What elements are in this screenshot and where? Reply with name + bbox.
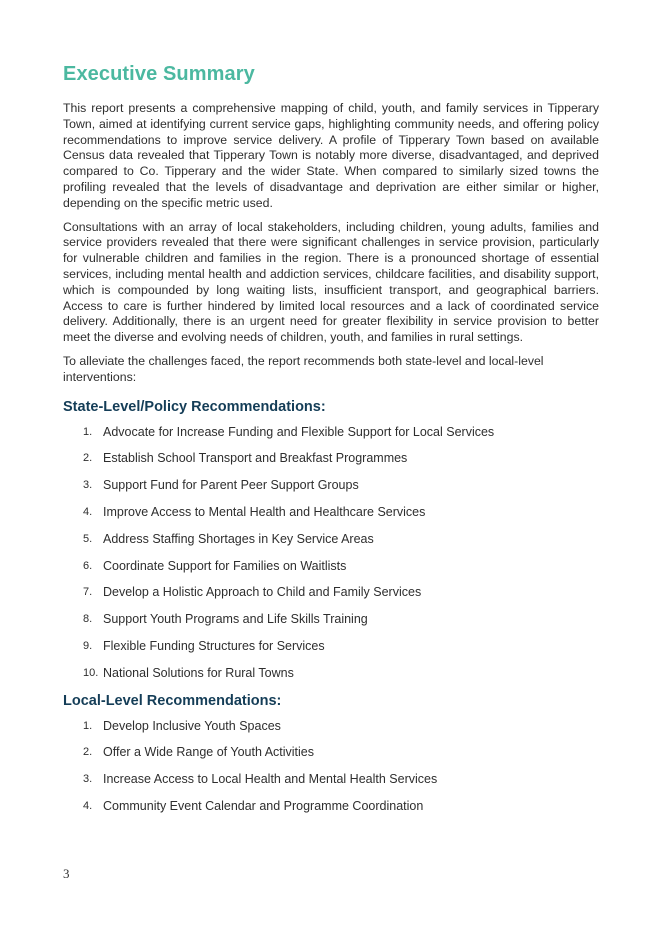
list-text: Develop Inclusive Youth Spaces [103, 718, 281, 733]
list-text: Offer a Wide Range of Youth Activities [103, 745, 315, 760]
list-text: Support Fund for Parent Peer Support Groups [103, 478, 359, 493]
list-number: 3. [83, 479, 93, 492]
list-text: Increase Access to Local Health and Mental Health Services [103, 772, 438, 787]
list-text: Improve Access to Mental Health and Healthcare Services [103, 504, 426, 519]
list-text: National Solutions for Rural Towns [103, 665, 294, 680]
list-number: 6. [83, 559, 93, 572]
recommendation-intro-paragraph: To alleviate the challenges faced, the report recommends both state-level and local-level interventions: [63, 353, 544, 384]
list-number: 7. [83, 586, 93, 599]
list-item [63, 769, 599, 796]
list-text: Develop a Holistic Approach to Child and Family Services [103, 585, 422, 600]
list-number: 9. [83, 639, 93, 652]
list-item [63, 609, 599, 636]
list-item [63, 529, 599, 556]
list-text: Coordinate Support for Families on Waitlists [103, 558, 347, 573]
list-item [63, 663, 599, 690]
list-text: Community Event Calendar and Programme Coordination [103, 798, 424, 813]
list-item [63, 582, 599, 609]
list-text: Advocate for Increase Funding and Flexible Support for Local Services [103, 424, 495, 439]
list-item [63, 556, 599, 583]
list-text: Support Youth Programs and Life Skills Training [103, 612, 368, 627]
list-number: 10. [83, 666, 99, 679]
consultation-paragraph: Consultations with an array of local stakeholders, including children, young adults, families and service providers revealed that there were significant challenges in service provision, particularly for vulnerable children and families in the region. There is a pronounced shortage of essential services, including mental health and addiction services, childcare facilities, and disability support, which is compounded by long waiting lists, insufficient transport, and geographical barriers. Access to care is further hindered by limited local resources and a lack of coordinated service delivery. Additionally, there is an urgent need for greater flexibility in service provision to better meet the diverse and evolving needs of children, youth, and families in rural settings. [63, 219, 599, 345]
list-item [63, 742, 599, 769]
list-item [63, 422, 599, 449]
list-item [63, 475, 599, 502]
page-title: Executive Summary [63, 63, 255, 85]
page-number: 3 [63, 866, 70, 881]
list-item [63, 716, 599, 743]
document-page [63, 60, 599, 823]
list-item [63, 636, 599, 663]
state-recommendations-list [63, 422, 599, 690]
list-number: 2. [83, 746, 93, 759]
list-number: 4. [83, 799, 93, 812]
list-number: 8. [83, 613, 93, 626]
list-number: 1. [83, 425, 93, 438]
list-number: 3. [83, 773, 93, 786]
list-number: 2. [83, 452, 93, 465]
local-recommendations-list [63, 716, 599, 823]
intro-paragraph: This report presents a comprehensive mapping of child, youth, and family services in Tipperary Town, aimed at identifying current service gaps, highlighting community needs, and offering policy recommendations to improve service delivery. A profile of Tipperary Town based on available Census data revealed that Tipperary Town is notably more diverse, disadvantaged, and deprived compared to Co. Tipperary and the wider State. When compared to similarly sized towns the profiling revealed that the levels of disadvantage and deprivation are either similar or higher, depending on the specific metric used. [63, 101, 599, 210]
list-item [63, 796, 599, 823]
state-recommendations-heading: State-Level/Policy Recommendations: [63, 398, 326, 415]
list-number: 5. [83, 532, 93, 545]
list-item [63, 502, 599, 529]
local-recommendations-heading: Local-Level Recommendations: [63, 692, 282, 709]
list-text: Establish School Transport and Breakfast Programmes [103, 451, 408, 466]
list-text: Flexible Funding Structures for Services [103, 638, 325, 653]
list-item [63, 448, 599, 475]
list-text: Address Staffing Shortages in Key Service Areas [103, 531, 374, 546]
list-number: 4. [83, 505, 93, 518]
list-number: 1. [83, 719, 93, 732]
